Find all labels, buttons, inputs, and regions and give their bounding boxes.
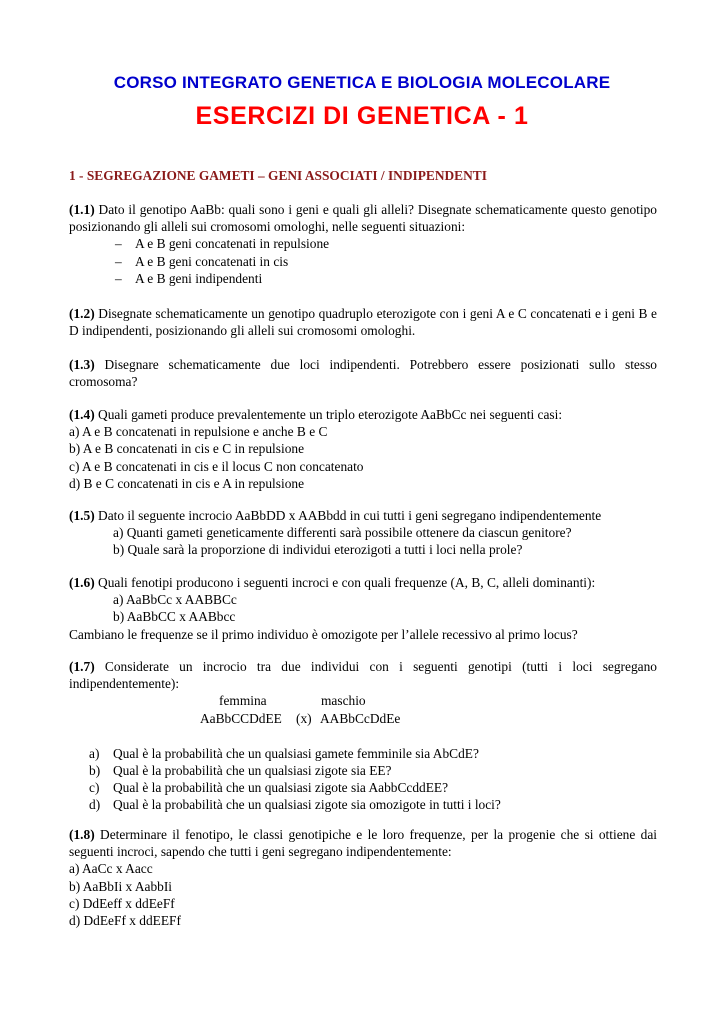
list-item-text: A e B geni concatenati in cis bbox=[135, 253, 289, 269]
list-item bbox=[69, 235, 657, 252]
list-item-text: Qual è la probabilità che un qualsiasi gamete femminile sia AbCdE? bbox=[113, 745, 479, 761]
list-item-text: A e B geni concatenati in repulsione bbox=[135, 236, 330, 252]
exercise-1-2 bbox=[69, 305, 657, 339]
dash-marker: – bbox=[115, 236, 122, 252]
list-item: d) DdEeFf x ddEEFf bbox=[69, 913, 181, 929]
exercise-1-5 bbox=[69, 507, 657, 559]
exercise-followup: Cambiano le frequenze se il primo individuo è omozigote per l’allele recessivo al primo locus? bbox=[69, 626, 578, 642]
cross-labels bbox=[69, 692, 657, 709]
exercise-number: (1.4) bbox=[69, 407, 95, 422]
exercise-paragraph bbox=[69, 826, 657, 860]
exercise-paragraph bbox=[69, 201, 657, 235]
exercise-number: (1.3) bbox=[69, 357, 95, 372]
exercise-number: (1.2) bbox=[69, 306, 95, 321]
exercise-number: (1.8) bbox=[69, 827, 95, 842]
exercise-paragraph bbox=[69, 406, 657, 423]
list-item-text: Qual è la probabilità che un qualsiasi zigote sia omozigote in tutti i loci? bbox=[113, 797, 501, 813]
dash-marker: – bbox=[115, 270, 122, 286]
exercise-1-1 bbox=[69, 201, 657, 287]
list-item-text: A e B geni indipendenti bbox=[135, 270, 263, 286]
exercise-paragraph bbox=[69, 507, 657, 524]
list-item: b) Quale sarà la proporzione di individui eterozigoti a tutti i loci nella prole? bbox=[113, 542, 523, 558]
exercise-paragraph bbox=[69, 574, 657, 591]
list-item bbox=[69, 796, 657, 813]
list-item-text: Qual è la probabilità che un qualsiasi zigote sia EE? bbox=[113, 762, 392, 778]
cross-genotypes bbox=[69, 710, 657, 727]
exercise-text: Quali gameti produce prevalentemente un triplo eterozigote AaBbCc nei seguenti casi: bbox=[94, 407, 563, 422]
exercise-text: Disegnate schematicamente un genotipo quadruplo eterozigote con i geni A e C concatenati e i geni B e D indipendenti, posizionando gli alleli sui cromosomi omologhi. bbox=[69, 306, 657, 339]
exercise-text: Dato il seguente incrocio AaBbDD x AABbdd in cui tutti i geni segregano indipendentemente bbox=[94, 508, 602, 523]
female-genotype: AaBbCCDdEE bbox=[200, 710, 282, 726]
exercise-number: (1.6) bbox=[69, 575, 95, 590]
list-item bbox=[69, 270, 657, 287]
section-heading: 1 - SEGREGAZIONE GAMETI – GENI ASSOCIATI / INDIPENDENTI bbox=[69, 168, 487, 183]
exercise-paragraph bbox=[69, 658, 657, 692]
list-item-text: Qual è la probabilità che un qualsiasi zigote sia AabbCcddEE? bbox=[113, 780, 449, 796]
list-item: d) B e C concatenati in cis e A in repulsione bbox=[69, 475, 305, 491]
list-item bbox=[69, 253, 657, 270]
exercise-text: Considerate un incrocio tra due individui con i seguenti genotipi (tutti i loci segregano indipendentemente): bbox=[69, 659, 657, 692]
list-item: b) A e B concatenati in cis e C in repulsione bbox=[69, 441, 305, 457]
list-item: a) AaBbCc x AABBCc bbox=[113, 592, 237, 608]
list-item: a) AaCc x Aacc bbox=[69, 861, 153, 877]
exercise-1-7 bbox=[69, 658, 657, 814]
page-title: ESERCIZI DI GENETICA - 1 bbox=[195, 102, 529, 130]
exercise-1-4 bbox=[69, 406, 657, 492]
list-item bbox=[69, 745, 657, 762]
list-item: b) AaBbCC x AABbcc bbox=[113, 609, 236, 625]
list-item: c) A e B concatenati in cis e il locus C non concatenato bbox=[69, 458, 364, 474]
exercise-number: (1.7) bbox=[69, 659, 95, 674]
exercise-number: (1.5) bbox=[69, 508, 95, 523]
exercise-1-6 bbox=[69, 574, 657, 643]
course-title: CORSO INTEGRATO GENETICA E BIOLOGIA MOLECOLARE bbox=[113, 73, 611, 92]
list-item: a) A e B concatenati in repulsione e anche B e C bbox=[69, 424, 328, 440]
exercise-text: Dato il genotipo AaBb: quali sono i geni e quali gli alleli? Disegnate schematicamente questo genotipo posizionando gli alleli sui cromosomi omologhi, nelle seguenti situazioni: bbox=[69, 202, 657, 235]
exercise-1-8 bbox=[69, 826, 657, 929]
list-item bbox=[69, 779, 657, 796]
exercise-number: (1.1) bbox=[69, 202, 95, 217]
male-genotype: AABbCcDdEe bbox=[320, 710, 401, 726]
list-marker: a) bbox=[89, 745, 100, 761]
list-item: a) Quanti gameti geneticamente differenti sarà possibile ottenere da ciascun genitore? bbox=[113, 525, 572, 541]
list-item: c) DdEeff x ddEeFf bbox=[69, 895, 175, 911]
female-label: femmina bbox=[219, 693, 267, 709]
exercise-1-3 bbox=[69, 356, 657, 390]
list-marker: d) bbox=[89, 797, 101, 813]
list-item: b) AaBbIi x AabbIi bbox=[69, 878, 173, 894]
list-item bbox=[69, 762, 657, 779]
exercise-text: Disegnare schematicamente due loci indipendenti. Potrebbero essere posizionati sullo stesso cromosoma? bbox=[69, 357, 657, 390]
cross-sign: (x) bbox=[296, 710, 312, 726]
list-marker: c) bbox=[89, 780, 100, 796]
dash-marker: – bbox=[115, 253, 122, 269]
exercise-text: Quali fenotipi producono i seguenti incroci e con quali frequenze (A, B, C, alleli dominanti): bbox=[94, 575, 596, 590]
exercise-text: Determinare il fenotipo, le classi genotipiche e le loro frequenze, per la progenie che si ottiene dai seguenti incroci, sapendo che tutti i geni segregano indipendentemente: bbox=[69, 827, 657, 860]
list-marker: b) bbox=[89, 762, 101, 778]
male-label: maschio bbox=[321, 693, 366, 709]
